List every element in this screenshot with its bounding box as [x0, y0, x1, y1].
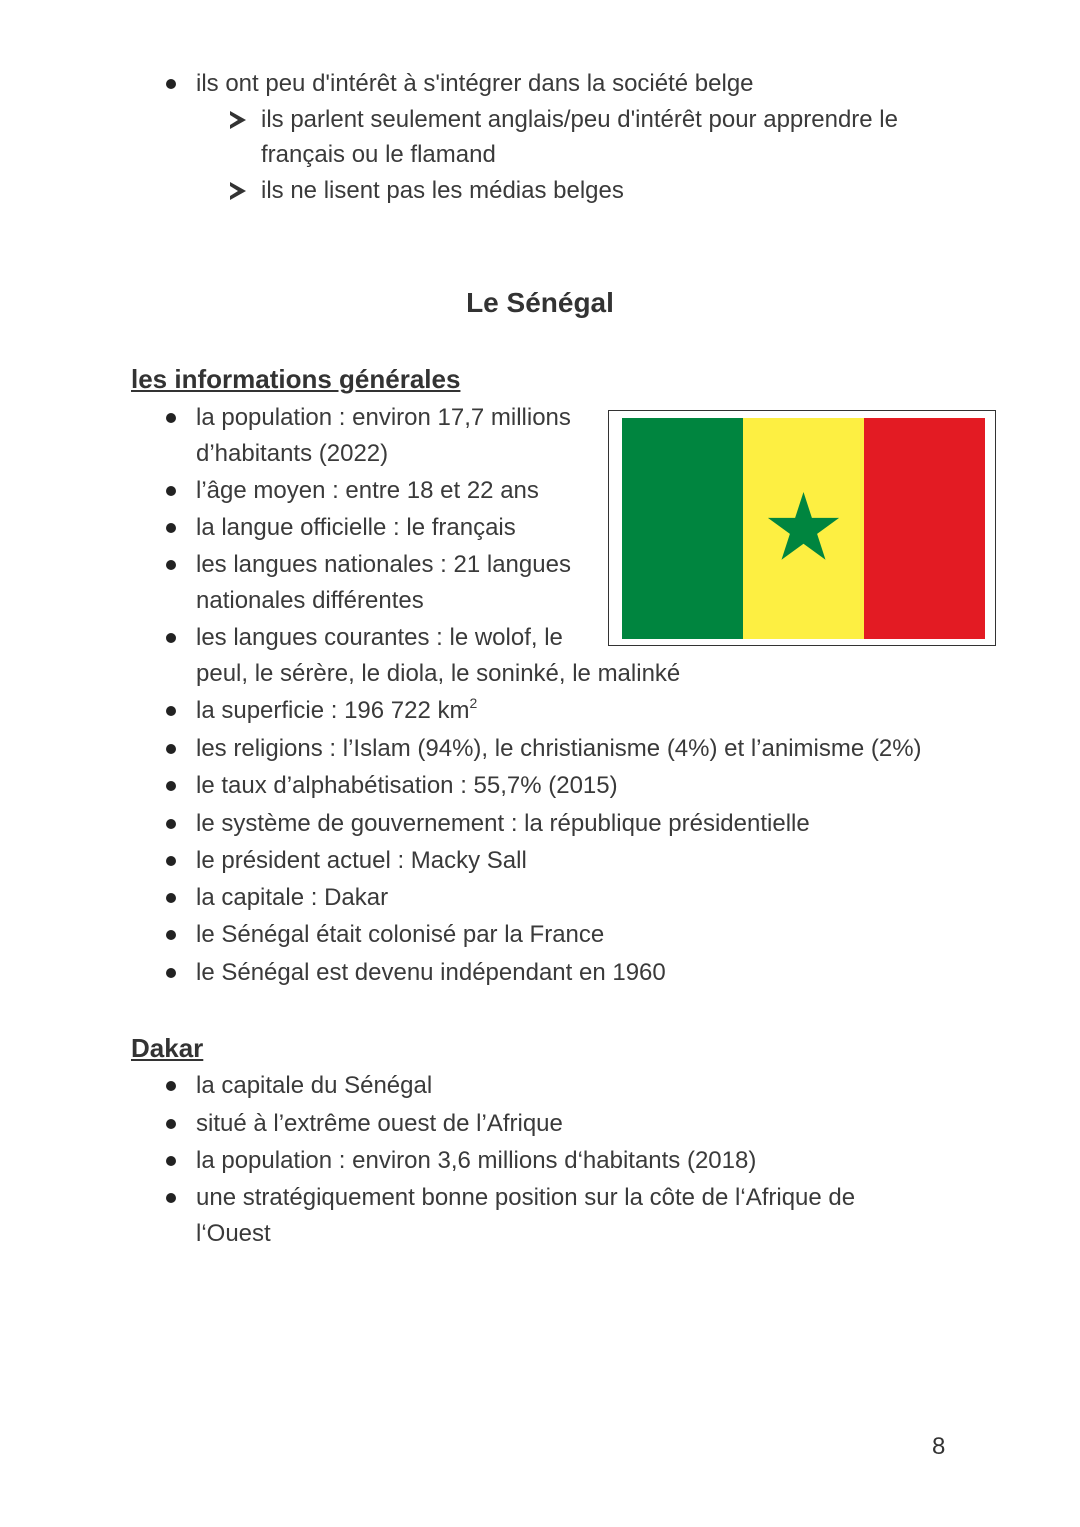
- section-heading-general: les informations générales: [131, 364, 461, 394]
- arrow-bullet-icon: [230, 111, 246, 129]
- bullet-dot: [166, 1156, 176, 1166]
- general-item-common-languages-line-1: les langues courantes : le wolof, le: [196, 624, 563, 651]
- general-item-government: le système de gouvernement : la république présidentielle: [196, 810, 810, 837]
- intro-sub-item-1-line-1: ils parlent seulement anglais/peu d'intérêt pour apprendre le: [261, 106, 898, 133]
- bullet-dot: [166, 79, 176, 89]
- flag-red-band: [864, 418, 985, 639]
- general-item-president: le président actuel : Macky Sall: [196, 847, 527, 874]
- section-heading-dakar: Dakar: [131, 1033, 204, 1063]
- general-item-common-languages-line-2: peul, le sérère, le diola, le soninké, le malinké: [196, 660, 681, 687]
- dakar-item-position-line-1: une stratégiquement bonne position sur la côte de l‘Afrique de: [196, 1184, 856, 1211]
- general-item-population-line-2: d’habitants (2022): [196, 440, 389, 467]
- bullet-dot: [166, 486, 176, 496]
- dakar-item-location: situé à l’extrême ouest de l’Afrique: [196, 1110, 563, 1137]
- bullet-dot: [166, 1119, 176, 1129]
- bullet-dot: [166, 856, 176, 866]
- intro-sub-item-2: ils ne lisent pas les médias belges: [261, 177, 624, 204]
- general-item-capital: la capitale : Dakar: [196, 884, 389, 911]
- bullet-dot: [166, 1193, 176, 1203]
- dakar-item-population: la population : environ 3,6 millions d‘habitants (2018): [196, 1147, 757, 1174]
- bullet-dot: [166, 523, 176, 533]
- general-item-area-text: la superficie : 196 722 km: [196, 697, 470, 724]
- dakar-item-position-line-2: l‘Ouest: [196, 1220, 271, 1247]
- bullet-dot: [166, 968, 176, 978]
- intro-sub-item-1-line-2: français ou le flamand: [261, 141, 496, 168]
- area-superscript: 2: [469, 695, 478, 711]
- flag-green-band: [622, 418, 743, 639]
- general-item-national-languages-line-2: nationales différentes: [196, 587, 424, 614]
- general-item-literacy: le taux d’alphabétisation : 55,7% (2015): [196, 772, 618, 799]
- bullet-dot: [166, 819, 176, 829]
- page-number: 8: [932, 1433, 946, 1460]
- bullet-dot: [166, 706, 176, 716]
- general-item-colonized: le Sénégal était colonisé par la France: [196, 921, 605, 948]
- bullet-dot: [166, 560, 176, 570]
- general-item-area: [196, 696, 477, 726]
- bullet-dot: [166, 781, 176, 791]
- senegal-flag-frame: [608, 410, 996, 646]
- arrow-bullet-icon: [230, 182, 246, 200]
- bullet-dot: [166, 893, 176, 903]
- general-item-national-languages-line-1: les langues nationales : 21 langues: [196, 551, 571, 578]
- bullet-dot: [166, 744, 176, 754]
- general-item-religions: les religions : l’Islam (94%), le christianisme (4%) et l’animisme (2%): [196, 735, 922, 762]
- page-title: Le Sénégal: [466, 287, 614, 318]
- general-item-population-line-1: la population : environ 17,7 millions: [196, 404, 571, 431]
- general-item-age: l’âge moyen : entre 18 et 22 ans: [196, 477, 539, 504]
- dakar-item-capital: la capitale du Sénégal: [196, 1072, 433, 1099]
- general-item-independence: le Sénégal est devenu indépendant en 1960: [196, 959, 666, 986]
- senegal-flag: [608, 410, 996, 646]
- bullet-dot: [166, 930, 176, 940]
- bullet-dot: [166, 633, 176, 643]
- general-item-official-language: la langue officielle : le français: [196, 514, 516, 541]
- bullet-dot: [166, 1081, 176, 1091]
- intro-bullet-text: ils ont peu d'intérêt à s'intégrer dans la société belge: [196, 70, 754, 97]
- bullet-dot: [166, 413, 176, 423]
